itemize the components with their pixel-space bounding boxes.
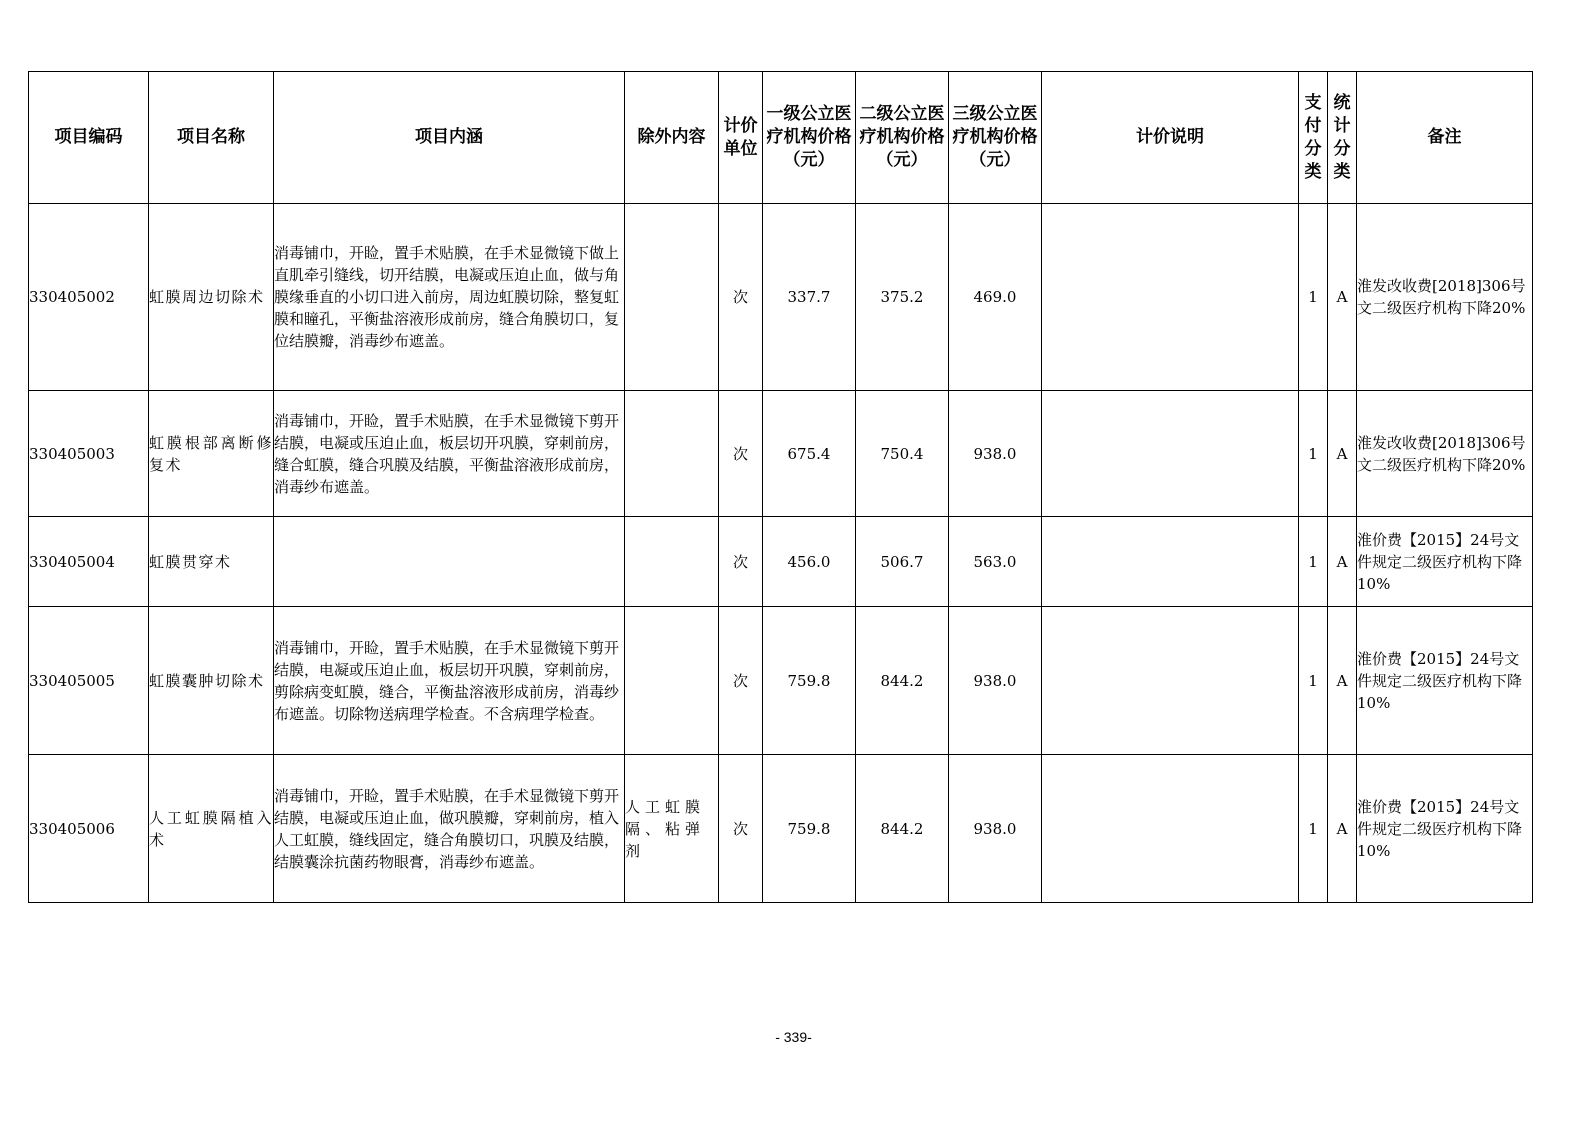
item-price-level1: 456.0 bbox=[763, 517, 856, 607]
item-code: 330405004 bbox=[29, 517, 149, 607]
header-unit: 计价单位 bbox=[719, 72, 763, 204]
item-remark: 淮发改收费[2018]306号文二级医疗机构下降20% bbox=[1357, 204, 1533, 391]
item-content: 消毒铺巾，开睑，置手术贴膜，在手术显微镜下做上直肌牵引缝线，切开结膜，电凝或压迫止血，做与角膜缘垂直的小切口进入前房，周边虹膜切除，整复虹膜和瞳孔，平衡盐溶液形成前房，缝合角膜切口，复位结膜瓣，消毒纱布遮盖。 bbox=[274, 204, 625, 391]
item-code: 330405003 bbox=[29, 391, 149, 517]
header-content: 项目内涵 bbox=[274, 72, 625, 204]
table-row bbox=[29, 517, 1533, 607]
item-price-level1: 337.7 bbox=[763, 204, 856, 391]
fee-table bbox=[28, 71, 1533, 903]
item-name: 虹膜贯穿术 bbox=[149, 517, 274, 607]
item-pricing-note bbox=[1042, 391, 1299, 517]
item-price-level2: 844.2 bbox=[856, 755, 949, 903]
item-content bbox=[274, 517, 625, 607]
item-code: 330405005 bbox=[29, 607, 149, 755]
item-pay-class: 1 bbox=[1299, 755, 1328, 903]
item-price-level3: 938.0 bbox=[949, 391, 1042, 517]
header-name: 项目名称 bbox=[149, 72, 274, 204]
item-price-level2: 375.2 bbox=[856, 204, 949, 391]
item-pay-class: 1 bbox=[1299, 517, 1328, 607]
item-price-level1: 759.8 bbox=[763, 607, 856, 755]
item-unit: 次 bbox=[719, 607, 763, 755]
item-stat-class: A bbox=[1328, 391, 1357, 517]
item-remark: 淮价费【2015】24号文件规定二级医疗机构下降10% bbox=[1357, 607, 1533, 755]
item-content: 消毒铺巾，开睑，置手术贴膜，在手术显微镜下剪开结膜，电凝或压迫止血，做巩膜瓣，穿刺前房，植入人工虹膜，缝线固定，缝合角膜切口，巩膜及结膜，结膜囊涂抗菌药物眼膏，消毒纱布遮盖。 bbox=[274, 755, 625, 903]
table-row bbox=[29, 607, 1533, 755]
header-price-level3: 三级公立医疗机构价格（元） bbox=[949, 72, 1042, 204]
item-unit: 次 bbox=[719, 517, 763, 607]
item-unit: 次 bbox=[719, 204, 763, 391]
item-name: 人工虹膜隔植入术 bbox=[149, 755, 274, 903]
item-price-level2: 750.4 bbox=[856, 391, 949, 517]
header-pricing-note: 计价说明 bbox=[1042, 72, 1299, 204]
item-pay-class: 1 bbox=[1299, 204, 1328, 391]
header-price-level2: 二级公立医疗机构价格（元） bbox=[856, 72, 949, 204]
item-exclusion bbox=[625, 391, 719, 517]
item-remark: 淮价费【2015】24号文件规定二级医疗机构下降10% bbox=[1357, 755, 1533, 903]
header-stat-class: 统计分类 bbox=[1328, 72, 1357, 204]
item-stat-class: A bbox=[1328, 517, 1357, 607]
item-name: 虹膜囊肿切除术 bbox=[149, 607, 274, 755]
item-code: 330405002 bbox=[29, 204, 149, 391]
item-price-level3: 938.0 bbox=[949, 607, 1042, 755]
item-price-level1: 675.4 bbox=[763, 391, 856, 517]
table-row bbox=[29, 755, 1533, 903]
item-price-level2: 506.7 bbox=[856, 517, 949, 607]
item-price-level3: 563.0 bbox=[949, 517, 1042, 607]
item-pricing-note bbox=[1042, 607, 1299, 755]
table-row bbox=[29, 391, 1533, 517]
item-exclusion bbox=[625, 607, 719, 755]
item-stat-class: A bbox=[1328, 204, 1357, 391]
item-code: 330405006 bbox=[29, 755, 149, 903]
item-unit: 次 bbox=[719, 755, 763, 903]
item-price-level3: 938.0 bbox=[949, 755, 1042, 903]
header-remark: 备注 bbox=[1357, 72, 1533, 204]
item-pricing-note bbox=[1042, 755, 1299, 903]
table-row bbox=[29, 204, 1533, 391]
item-name: 虹膜根部离断修复术 bbox=[149, 391, 274, 517]
item-remark: 淮发改收费[2018]306号文二级医疗机构下降20% bbox=[1357, 391, 1533, 517]
item-pay-class: 1 bbox=[1299, 607, 1328, 755]
item-name: 虹膜周边切除术 bbox=[149, 204, 274, 391]
item-price-level2: 844.2 bbox=[856, 607, 949, 755]
header-exclusion: 除外内容 bbox=[625, 72, 719, 204]
item-pricing-note bbox=[1042, 204, 1299, 391]
item-remark: 淮价费【2015】24号文件规定二级医疗机构下降10% bbox=[1357, 517, 1533, 607]
item-content: 消毒铺巾，开睑，置手术贴膜，在手术显微镜下剪开结膜，电凝或压迫止血，板层切开巩膜，穿刺前房，剪除病变虹膜，缝合，平衡盐溶液形成前房，消毒纱布遮盖。切除物送病理学检查。不含病理学检查。 bbox=[274, 607, 625, 755]
item-stat-class: A bbox=[1328, 755, 1357, 903]
item-pay-class: 1 bbox=[1299, 391, 1328, 517]
item-exclusion: 人工虹膜隔、粘弹剂 bbox=[625, 755, 719, 903]
item-exclusion bbox=[625, 517, 719, 607]
item-pricing-note bbox=[1042, 517, 1299, 607]
header-row bbox=[29, 72, 1533, 204]
item-stat-class: A bbox=[1328, 607, 1357, 755]
item-content: 消毒铺巾，开睑，置手术贴膜，在手术显微镜下剪开结膜，电凝或压迫止血，板层切开巩膜，穿刺前房，缝合虹膜，缝合巩膜及结膜，平衡盐溶液形成前房，消毒纱布遮盖。 bbox=[274, 391, 625, 517]
header-code: 项目编码 bbox=[29, 72, 149, 204]
item-unit: 次 bbox=[719, 391, 763, 517]
item-price-level3: 469.0 bbox=[949, 204, 1042, 391]
item-price-level1: 759.8 bbox=[763, 755, 856, 903]
header-price-level1: 一级公立医疗机构价格（元） bbox=[763, 72, 856, 204]
page-number: - 339- bbox=[775, 1029, 812, 1045]
header-pay-class: 支付分类 bbox=[1299, 72, 1328, 204]
item-exclusion bbox=[625, 204, 719, 391]
